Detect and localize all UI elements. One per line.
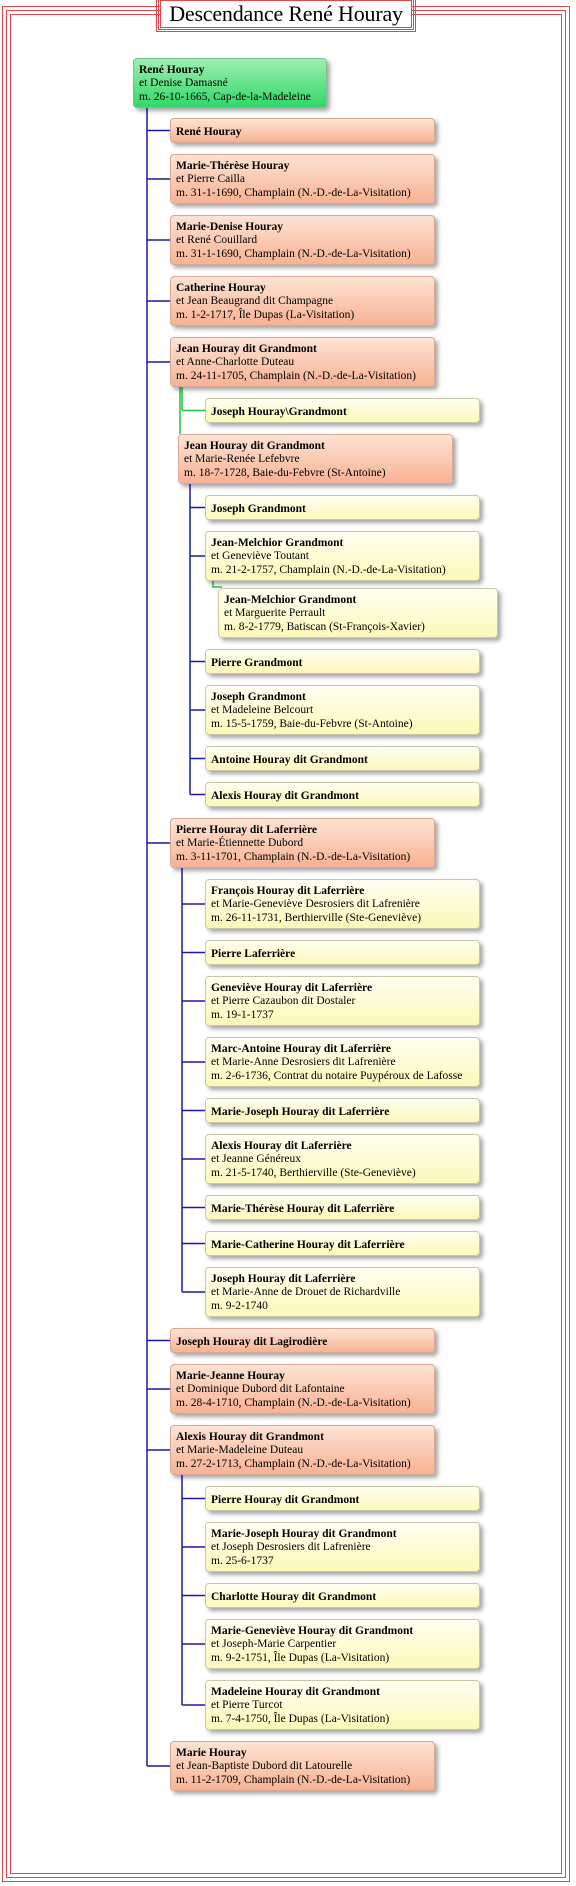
page-title: Descendance René Houray bbox=[169, 1, 403, 26]
person-node-jean-houray-dit-grandmont[interactable] bbox=[178, 434, 453, 484]
marriage-info: m. 19-1-1737 bbox=[211, 1008, 274, 1021]
person-name: Marc-Antoine Houray dit Laferrière bbox=[211, 1043, 392, 1055]
person-name: Marie-Catherine Houray dit Laferrière bbox=[211, 1239, 405, 1251]
person-name: Pierre Laferrière bbox=[211, 948, 296, 960]
spouse-name: et Geneviève Toutant bbox=[211, 550, 309, 563]
spouse-name: et Marie-Madeleine Duteau bbox=[176, 1444, 304, 1457]
person-node-joseph-houray-dit-laferriere[interactable] bbox=[205, 1267, 480, 1317]
spouse-name: et Dominique Dubord dit Lafontaine bbox=[176, 1383, 345, 1396]
person-name: Madeleine Houray dit Grandmont bbox=[211, 1686, 380, 1698]
person-name: Pierre Houray dit Grandmont bbox=[211, 1494, 360, 1506]
person-name: Jean Houray dit Grandmont bbox=[176, 343, 317, 355]
marriage-info: m. 2-6-1736, Contrat du notaire Puypéroux de Lafosse bbox=[211, 1069, 463, 1082]
spouse-name: et René Couillard bbox=[176, 234, 258, 247]
spouse-name: et Marie-Renée Lefebvre bbox=[184, 453, 300, 466]
person-name: Antoine Houray dit Grandmont bbox=[211, 754, 368, 766]
person-name: Joseph Houray dit Lagirodière bbox=[176, 1336, 328, 1348]
person-node-alexis-houray-dit-grandmont[interactable] bbox=[170, 1425, 435, 1475]
person-name: François Houray dit Laferrière bbox=[211, 885, 365, 897]
person-name: Marie-Geneviève Houray dit Grandmont bbox=[211, 1625, 414, 1637]
person-name: Marie-Joseph Houray dit Grandmont bbox=[211, 1528, 397, 1540]
person-name: Joseph Grandmont bbox=[211, 691, 306, 703]
person-name: Marie-Thérèse Houray bbox=[176, 160, 290, 172]
person-name: Marie Houray bbox=[176, 1747, 247, 1759]
marriage-info: m. 24-11-1705, Champlain (N.-D.-de-La-Visitation) bbox=[176, 369, 417, 382]
marriage-info: m. 1-2-1717, Île Dupas (La-Visitation) bbox=[176, 308, 355, 321]
person-node-rene-houray[interactable] bbox=[133, 58, 327, 108]
person-node-joseph-grandmont[interactable] bbox=[205, 495, 480, 520]
person-node-marie-therese-houray[interactable] bbox=[170, 154, 435, 204]
person-node-madeleine-houray-dit-grandmont[interactable] bbox=[205, 1680, 480, 1730]
marriage-info: m. 21-2-1757, Champlain (N.-D.-de-La-Visitation) bbox=[211, 563, 446, 576]
marriage-info: m. 18-7-1728, Baie-du-Febvre (St-Antoine) bbox=[184, 466, 386, 479]
spouse-name: et Joseph-Marie Carpentier bbox=[211, 1638, 337, 1651]
person-name: Marie-Thérèse Houray dit Laferrière bbox=[211, 1203, 395, 1215]
person-node-charlotte-houray-dit-grandmont[interactable] bbox=[205, 1583, 480, 1608]
marriage-info: m. 9-2-1740 bbox=[211, 1299, 268, 1312]
person-name: Marie-Jeanne Houray bbox=[176, 1370, 285, 1382]
person-node-marie-joseph-houray-dit-grandmont[interactable] bbox=[205, 1522, 480, 1572]
person-node-jean-melchior-grandmont[interactable] bbox=[218, 588, 498, 638]
person-name: Geneviève Houray dit Laferrière bbox=[211, 982, 373, 994]
person-node-rene-houray[interactable] bbox=[170, 118, 435, 143]
person-node-jean-houray-dit-grandmont[interactable] bbox=[170, 337, 435, 387]
person-node-joseph-grandmont[interactable] bbox=[205, 685, 480, 735]
marriage-info: m. 25-6-1737 bbox=[211, 1554, 274, 1567]
spouse-name: et Marguerite Perrault bbox=[224, 607, 326, 620]
spouse-name: et Marie-Anne Desrosiers dit Lafrenière bbox=[211, 1056, 396, 1069]
person-name: Catherine Houray bbox=[176, 282, 266, 294]
spouse-name: et Marie-Geneviève Desrosiers dit Lafrenière bbox=[211, 898, 420, 911]
person-name: Joseph Houray\Grandmont bbox=[211, 406, 347, 418]
person-name: Alexis Houray dit Grandmont bbox=[176, 1431, 324, 1443]
person-node-marie-houray[interactable] bbox=[170, 1741, 435, 1791]
person-node-marie-denise-houray[interactable] bbox=[170, 215, 435, 265]
marriage-info: m. 3-11-1701, Champlain (N.-D.-de-La-Visitation) bbox=[176, 850, 411, 863]
person-node-joseph-houray-grandmont[interactable] bbox=[205, 398, 480, 423]
person-name: Joseph Grandmont bbox=[211, 503, 306, 515]
spouse-name: et Anne-Charlotte Duteau bbox=[176, 356, 295, 369]
spouse-name: et Jean Beaugrand dit Champagne bbox=[176, 295, 334, 308]
person-node-marie-catherine-houray-dit-laferriere[interactable] bbox=[205, 1231, 480, 1256]
person-node-alexis-houray-dit-laferriere[interactable] bbox=[205, 1134, 480, 1184]
marriage-info: m. 31-1-1690, Champlain (N.-D.-de-La-Visitation) bbox=[176, 186, 411, 199]
person-node-genevieve-houray-dit-laferriere[interactable] bbox=[205, 976, 480, 1026]
marriage-info: m. 27-2-1713, Champlain (N.-D.-de-La-Visitation) bbox=[176, 1457, 411, 1470]
spouse-name: et Marie-Anne de Drouet de Richardville bbox=[211, 1286, 401, 1299]
person-name: Joseph Houray dit Laferrière bbox=[211, 1273, 356, 1285]
person-name: Marie-Joseph Houray dit Laferrière bbox=[211, 1106, 390, 1118]
person-node-joseph-houray-dit-lagirodiere[interactable] bbox=[170, 1328, 435, 1353]
person-name: Pierre Grandmont bbox=[211, 657, 303, 669]
spouse-name: et Pierre Cailla bbox=[176, 173, 245, 186]
person-name: René Houray bbox=[139, 64, 205, 76]
person-node-francois-houray-dit-laferriere[interactable] bbox=[205, 879, 480, 929]
spouse-name: et Denise Damasné bbox=[139, 77, 228, 90]
person-name: Jean-Melchior Grandmont bbox=[224, 594, 357, 606]
marriage-info: m. 7-4-1750, Île Dupas (La-Visitation) bbox=[211, 1712, 390, 1725]
person-node-pierre-houray-dit-laferriere[interactable] bbox=[170, 818, 435, 868]
spouse-name: et Marie-Étiennette Dubord bbox=[176, 837, 304, 850]
person-name: Alexis Houray dit Laferrière bbox=[211, 1140, 352, 1152]
person-node-marie-genevieve-houray-dit-grandmont[interactable] bbox=[205, 1619, 480, 1669]
person-name: René Houray bbox=[176, 126, 242, 138]
person-node-marc-antoine-houray-dit-laferriere[interactable] bbox=[205, 1037, 480, 1087]
marriage-info: m. 21-5-1740, Berthierville (Ste-Geneviève) bbox=[211, 1166, 416, 1179]
spouse-name: et Joseph Desrosiers dit Lafrenière bbox=[211, 1541, 371, 1554]
spouse-name: et Pierre Cazaubon dit Dostaler bbox=[211, 995, 356, 1008]
person-node-marie-therese-houray-dit-laferriere[interactable] bbox=[205, 1195, 480, 1220]
marriage-info: m. 28-4-1710, Champlain (N.-D.-de-La-Visitation) bbox=[176, 1396, 411, 1409]
marriage-info: m. 9-2-1751, Île Dupas (La-Visitation) bbox=[211, 1651, 390, 1664]
marriage-info: m. 11-2-1709, Champlain (N.-D.-de-La-Visitation) bbox=[176, 1773, 411, 1786]
person-name: Charlotte Houray dit Grandmont bbox=[211, 1591, 377, 1603]
person-node-alexis-houray-dit-grandmont[interactable] bbox=[205, 782, 480, 807]
person-name: Alexis Houray dit Grandmont bbox=[211, 790, 359, 802]
person-node-pierre-houray-dit-grandmont[interactable] bbox=[205, 1486, 480, 1511]
marriage-info: m. 26-10-1665, Cap-de-la-Madeleine bbox=[139, 90, 311, 103]
marriage-info: m. 26-11-1731, Berthierville (Ste-Geneviève) bbox=[211, 911, 422, 924]
person-node-pierre-grandmont[interactable] bbox=[205, 649, 480, 674]
person-node-marie-jeanne-houray[interactable] bbox=[170, 1364, 435, 1414]
person-name: Pierre Houray dit Laferrière bbox=[176, 824, 318, 836]
person-name: Jean-Melchior Grandmont bbox=[211, 537, 344, 549]
person-node-catherine-houray[interactable] bbox=[170, 276, 435, 326]
person-name: Jean Houray dit Grandmont bbox=[184, 440, 325, 452]
person-node-antoine-houray-dit-grandmont[interactable] bbox=[205, 746, 480, 771]
marriage-info: m. 31-1-1690, Champlain (N.-D.-de-La-Visitation) bbox=[176, 247, 411, 260]
person-node-jean-melchior-grandmont[interactable] bbox=[205, 531, 480, 581]
marriage-info: m. 15-5-1759, Baie-du-Febvre (St-Antoine) bbox=[211, 717, 413, 730]
spouse-name: et Pierre Turcot bbox=[211, 1699, 283, 1712]
person-node-pierre-laferriere[interactable] bbox=[205, 940, 480, 965]
marriage-info: m. 8-2-1779, Batiscan (St-François-Xavier) bbox=[224, 620, 425, 633]
spouse-name: et Jean-Baptiste Dubord dit Latourelle bbox=[176, 1760, 353, 1773]
person-node-marie-joseph-houray-dit-laferriere[interactable] bbox=[205, 1098, 480, 1123]
spouse-name: et Jeanne Généreux bbox=[211, 1153, 302, 1166]
spouse-name: et Madeleine Belcourt bbox=[211, 704, 314, 717]
person-name: Marie-Denise Houray bbox=[176, 221, 283, 233]
